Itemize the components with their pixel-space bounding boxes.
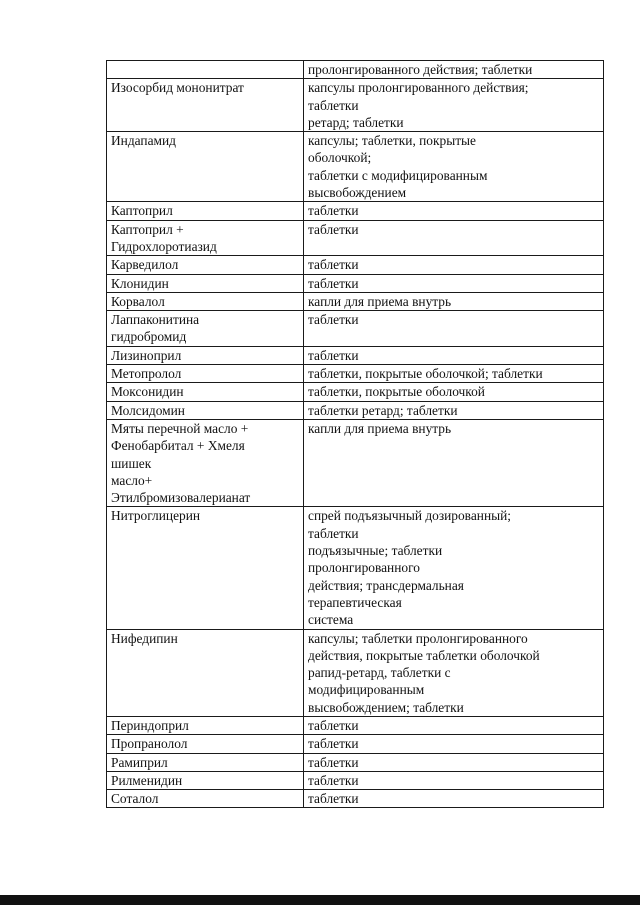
drug-name-cell: Молсидомин xyxy=(107,401,304,419)
drug-name-cell: Рамиприл xyxy=(107,753,304,771)
dosage-form-cell: таблетки xyxy=(304,202,604,220)
table-row xyxy=(107,274,604,292)
dosage-form-cell: таблетки xyxy=(304,716,604,734)
table-row xyxy=(107,292,604,310)
dosage-form-cell: капсулы пролонгированного действия; таблетки ретард; таблетки xyxy=(304,79,604,132)
table-row xyxy=(107,629,604,716)
drug-name-cell: Карведилол xyxy=(107,256,304,274)
dosage-form-cell: капсулы; таблетки, покрытые оболочкой; таблетки с модифицированным высвобождением xyxy=(304,132,604,202)
drug-name-cell: Пропранолол xyxy=(107,735,304,753)
dosage-form-cell: таблетки xyxy=(304,311,604,347)
drug-name-cell: Корвалол xyxy=(107,292,304,310)
drug-name-cell: Индапамид xyxy=(107,132,304,202)
dosage-form-cell: таблетки xyxy=(304,735,604,753)
drug-name-cell: Лизиноприл xyxy=(107,346,304,364)
drug-name-cell: Мяты перечной масло + Фенобарбитал + Хмеля шишек масло+ Этилбромизовалерианат xyxy=(107,419,304,506)
bottom-scan-border xyxy=(0,895,640,905)
drug-name-cell: Изосорбид мононитрат xyxy=(107,79,304,132)
dosage-form-cell: таблетки xyxy=(304,274,604,292)
dosage-form-cell: пролонгированного действия; таблетки xyxy=(304,61,604,79)
table-row xyxy=(107,735,604,753)
dosage-form-cell: таблетки xyxy=(304,346,604,364)
table-row xyxy=(107,132,604,202)
dosage-form-cell: капли для приема внутрь xyxy=(304,292,604,310)
table-row xyxy=(107,753,604,771)
table-row xyxy=(107,716,604,734)
drug-name-cell: Каптоприл + Гидрохлоротиазид xyxy=(107,220,304,256)
dosage-form-cell: таблетки xyxy=(304,790,604,808)
dosage-form-cell: спрей подъязычный дозированный; таблетки подъязычные; таблетки пролонгированного действия; трансдермальная терапевтическая система xyxy=(304,507,604,629)
drug-name-cell: Каптоприл xyxy=(107,202,304,220)
dosage-form-cell: таблетки xyxy=(304,771,604,789)
table-row xyxy=(107,507,604,629)
table-row xyxy=(107,790,604,808)
drug-name-cell: Метопролол xyxy=(107,365,304,383)
dosage-form-cell: капли для приема внутрь xyxy=(304,419,604,506)
dosage-form-cell: таблетки ретард; таблетки xyxy=(304,401,604,419)
drug-table xyxy=(106,60,604,808)
table-row xyxy=(107,383,604,401)
dosage-form-cell: капсулы; таблетки пролонгированного действия, покрытые таблетки оболочкой рапид-ретард, таблетки с модифицированным высвобождением; таблетки xyxy=(304,629,604,716)
table-row xyxy=(107,311,604,347)
dosage-form-cell: таблетки xyxy=(304,753,604,771)
drug-name-cell: Нитроглицерин xyxy=(107,507,304,629)
dosage-form-cell: таблетки xyxy=(304,220,604,256)
table-row xyxy=(107,202,604,220)
table-row xyxy=(107,401,604,419)
dosage-form-cell: таблетки, покрытые оболочкой; таблетки xyxy=(304,365,604,383)
table-row xyxy=(107,220,604,256)
table-row xyxy=(107,419,604,506)
drug-name-cell: Периндоприл xyxy=(107,716,304,734)
drug-name-cell: Лаппаконитина гидробромид xyxy=(107,311,304,347)
table-row xyxy=(107,365,604,383)
drug-name-cell xyxy=(107,61,304,79)
table-row xyxy=(107,771,604,789)
drug-name-cell: Соталол xyxy=(107,790,304,808)
table-row xyxy=(107,256,604,274)
dosage-form-cell: таблетки xyxy=(304,256,604,274)
drug-name-cell: Рилменидин xyxy=(107,771,304,789)
drug-name-cell: Моксонидин xyxy=(107,383,304,401)
drug-name-cell: Клонидин xyxy=(107,274,304,292)
drug-name-cell: Нифедипин xyxy=(107,629,304,716)
table-row xyxy=(107,346,604,364)
dosage-form-cell: таблетки, покрытые оболочкой xyxy=(304,383,604,401)
table-row xyxy=(107,61,604,79)
table-row xyxy=(107,79,604,132)
